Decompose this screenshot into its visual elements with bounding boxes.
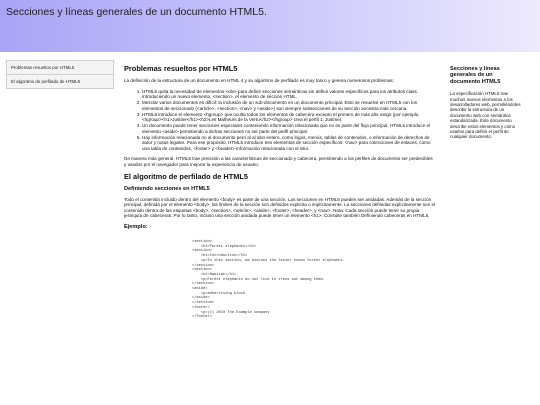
sidebar-nav [6, 60, 114, 89]
section-heading-algoritmo: El algoritmo de perfilado de HTML5 [124, 172, 249, 181]
subsection-heading: Definiendo secciones en HTML5 [124, 186, 210, 192]
section-heading-problemas: Problemas resueltos por HTML5 [124, 64, 238, 73]
main-content [124, 64, 436, 320]
list-item: 1. HTML5 quita la necesidad de elementos <div> para definir secciones semánticas sin definir valores específicos para los atributos class. Introduciendo un nuevo elemento, <section>, el elemento de sección HTML. [142, 89, 436, 100]
page-title: Secciones y líneas generales de un documento HTML5. [6, 6, 267, 18]
intro-paragraph: La definición de la estructura de un documento en HTML 4 y su algoritmo de perfilado es muy tosco y genera numerosos problemas: [124, 78, 394, 83]
list-item: 5. Hay información relacionada no al documento pero al al sitio entero, como logos, menús, tablas de contenidos, o información de derechos de autor y notas legales. Para ese propósito, HTML5 introduce tres elementos de sección específicos: <nav> para colecciones de enlaces, como una tabla de contenidos, <footer> y <header> información relacionada con el sitio. [142, 135, 436, 152]
aside-title: Secciones y líneas generales de un documento HTML5 [450, 66, 501, 85]
list-item: 2. Mezclar varios documentos es difícil: la inclusión de un sub-documento en un documento principal. Esto se resuelve en HTML5 con los elementos de seccionado (<article>, <section>, <nav> y <aside>) son siempre subsecciones de su sección ancestra más cercana. [142, 100, 436, 111]
aside-text: La especificación HTML5 trae muchos nuevos elementos a los desarrolladores web, permitiéndoles describir la estructura de un documento web con semántica estandarizada. Este documento describe estos elementos y cómo usarlos para definir el perfil de cualquier documento. [450, 91, 521, 140]
nav-item-algoritmo[interactable]: El algoritmo de perfilado de HTML5 [7, 75, 113, 88]
list-item: 3. HTML5 introduce el elemento <hgroup> que oculta todos los elementos de cabecera excepto el primero de más alto rango (por ejemplo, <hgroup><h1>Justine</h1><h2>Les Malheurs de la Vertu</h2></hgroup> crea el perfil 1. Justine). [142, 112, 436, 123]
code-example: <section> <h1>Forest elephants</h1> <section> <h1>Introduction</h1> <p>In this section, we discuss the lesser known forest elephants. </section> <section> <h1>Habitat</h1> <p>Forest elephants do not live in trees but among them. </section> <aside> <p>advertising block </aside> </section> <footer> <p>(c) 2010 The Example company </footer> [192, 240, 345, 320]
problems-list [124, 89, 436, 152]
example-label: Ejemplo: [124, 223, 148, 230]
definition-paragraph: Todo el contenido incluido dentro del elemento <body> es parte de una sección. Las secciones en HTML5 pueden ser anidadas. Además de la sección principal, definida por el elemento <body>, los límites de la sección son definidos explícita o implícitamente. La secciones definidas explícitamente son el contenido dentro de las etiquetas <body>, <section>, <article>, <aside>, <footer>, <header>, y <nav>. Nota: Cada sección puede tener su propia jerarquía de cabeceras. Por lo tanto, incluso una sección anidada puede tener un elemento <h1>. Consulte también Definiendo cabeceras en HTML5. [124, 196, 436, 218]
nav-item-problemas[interactable]: Problemas resueltos por HTML5 [7, 61, 113, 75]
outro-paragraph: De manera más general, HTML5 trae precisión a las características de seccionado y cabecera, permitiendo a los perfiles de documento ser predecibles y usados por el navegador para mejorar la experiencia de usuario. [124, 156, 433, 167]
list-item: 4. Un documento puede tener secciones especiales conteniendo información relacionada que no es parte del flujo principal. HTML5 introduce el elemento <aside> permitiendo a dichas secciones no ser parte del perfil principal. [142, 123, 436, 134]
aside-panel [450, 66, 524, 140]
header-banner [0, 0, 540, 52]
